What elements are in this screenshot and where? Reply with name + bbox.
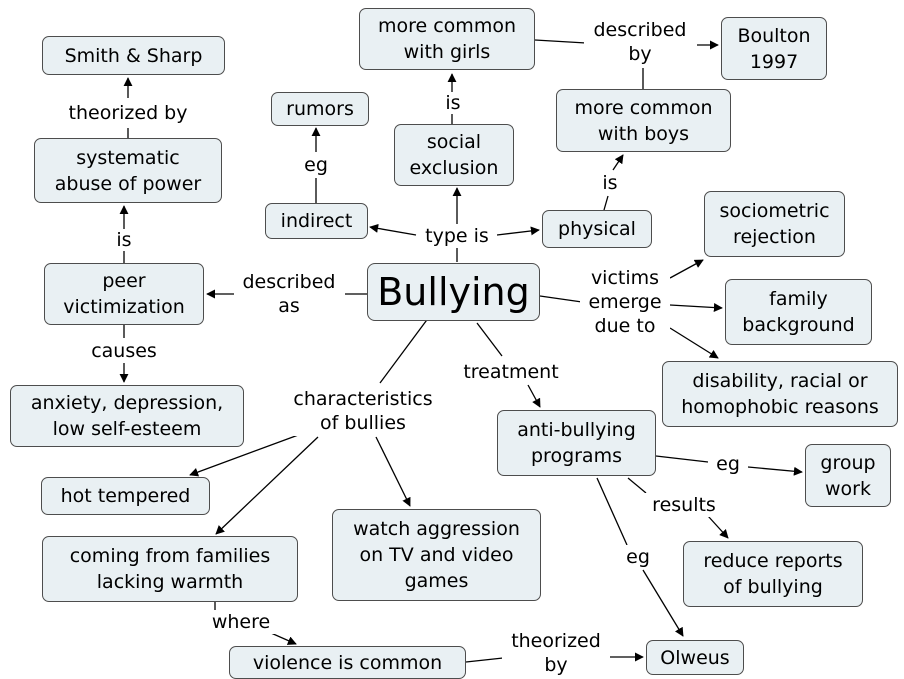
concept-physical[interactable]: physical — [542, 210, 652, 248]
arrow-to-more-common-boys — [613, 155, 623, 170]
concept-group-work[interactable]: group work — [805, 444, 891, 507]
line-violence-to-theorized — [466, 658, 503, 662]
link-label-results: results — [644, 493, 724, 517]
link-label-treatment: treatment — [454, 360, 568, 384]
arrow-to-watch-aggression — [376, 437, 410, 506]
line-physical-to-is — [604, 196, 608, 210]
arrow-to-anti-bullying — [528, 385, 540, 407]
link-label-described-by: described by — [584, 16, 696, 68]
link-label-eg: eg — [620, 545, 656, 569]
line-bullying-to-treatment — [477, 323, 502, 356]
concept-hot-tempered[interactable]: hot tempered — [41, 477, 210, 515]
arrow-to-physical — [497, 230, 539, 235]
link-label-eg: eg — [300, 153, 332, 177]
arrow-to-sociometric — [670, 260, 703, 278]
concept-systematic-abuse-of-power[interactable]: systematic abuse of power — [34, 138, 222, 203]
concept-smith-and-sharp[interactable]: Smith & Sharp — [42, 36, 225, 75]
link-label-is: is — [596, 171, 624, 195]
concept-bullying[interactable]: Bullying — [367, 263, 540, 321]
link-label-causes: causes — [80, 339, 168, 363]
link-label-victims-emerge-due-to: victims emerge due to — [580, 264, 670, 340]
link-label-type-is: type is — [417, 224, 497, 248]
line-anti-to-results — [628, 478, 646, 493]
line-anti-to-eg2 — [597, 478, 627, 545]
arrow-to-family-background — [670, 305, 722, 308]
arrow-to-disability — [670, 328, 718, 358]
concept-social-exclusion[interactable]: social exclusion — [394, 124, 514, 186]
arrow-to-indirect — [370, 227, 416, 235]
concept-rumors[interactable]: rumors — [271, 92, 369, 126]
concept-olweus[interactable]: Olweus — [646, 640, 744, 675]
line-anti-to-eg — [656, 456, 708, 462]
concept-more-common-with-boys[interactable]: more common with boys — [556, 89, 731, 152]
concept-sociometric-rejection[interactable]: sociometric rejection — [704, 191, 845, 257]
line-bullying-to-victims — [540, 296, 582, 302]
link-label-theorized-by: theorized by — [502, 627, 610, 679]
link-label-where: where — [204, 610, 278, 634]
arrow-to-coming-from-families — [216, 437, 318, 534]
link-label-characteristics-of-bullies: characteristics of bullies — [283, 386, 443, 436]
arrow-to-reduce-reports — [708, 516, 728, 538]
concept-disability-racial-homophobic[interactable]: disability, racial or homophobic reasons — [662, 361, 898, 427]
link-label-is: is — [439, 92, 467, 114]
concept-coming-from-families[interactable]: coming from families lacking warmth — [42, 536, 298, 602]
concept-reduce-reports-of-bullying[interactable]: reduce reports of bullying — [683, 541, 863, 607]
concept-more-common-with-girls[interactable]: more common with girls — [359, 8, 535, 70]
concept-indirect[interactable]: indirect — [265, 203, 368, 239]
arrow-to-violence-common — [271, 633, 296, 644]
link-label-theorized-by: theorized by — [58, 100, 198, 126]
concept-boulton-1997[interactable]: Boulton 1997 — [721, 17, 827, 80]
concept-anxiety-depression[interactable]: anxiety, depression, low self-esteem — [10, 385, 244, 447]
concept-violence-is-common[interactable]: violence is common — [229, 646, 466, 679]
link-label-is: is — [110, 229, 138, 251]
concept-family-background[interactable]: family background — [725, 279, 872, 345]
link-label-described-as: described as — [234, 268, 344, 320]
concept-watch-aggression[interactable]: watch aggression on TV and video games — [332, 509, 541, 601]
arrow-to-group-work — [748, 467, 802, 472]
arrow-to-olweus — [643, 570, 683, 636]
concept-peer-victimization[interactable]: peer victimization — [44, 263, 204, 325]
line-bullying-to-characteristics — [380, 313, 432, 383]
link-label-eg: eg — [708, 452, 748, 476]
line-girls-to-described — [535, 40, 586, 43]
concept-anti-bullying-programs[interactable]: anti-bullying programs — [497, 410, 656, 476]
